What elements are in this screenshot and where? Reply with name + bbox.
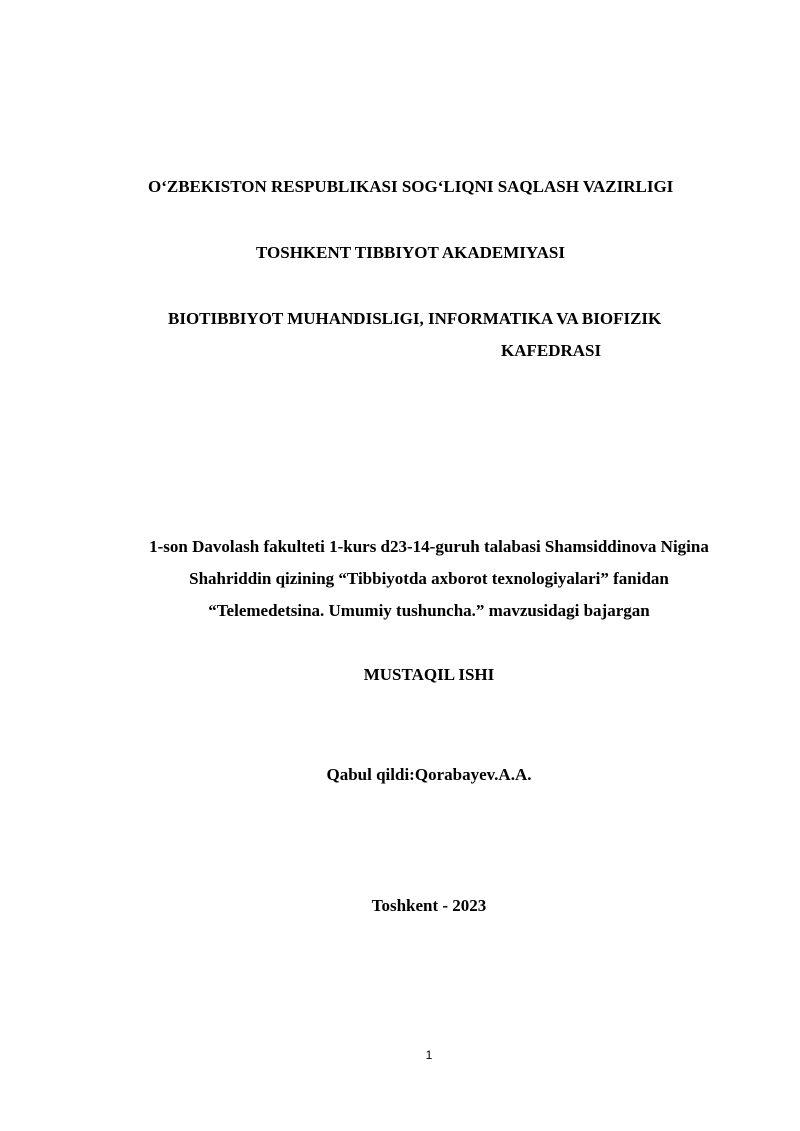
work-description-line1: 1-son Davolash fakulteti 1-kurs d23-14-guruh talabasi Shamsiddinova Nigina — [149, 537, 709, 556]
page-number: 1 — [425, 1048, 433, 1062]
ministry-name: O‘ZBEKISTON RESPUBLIKASI SOG‘LIQNI SAQLASH VAZIRLIGI — [148, 177, 674, 196]
work-type-title: MUSTAQIL ISHI — [363, 665, 495, 684]
accepted-by: Qabul qildi:Qorabayev.A.A. — [326, 765, 532, 784]
work-description-line2: Shahriddin qizining “Tibbiyotda axborot texnologiyalari” fanidan — [189, 569, 669, 588]
work-description-line3: “Telemedetsina. Umumiy tushuncha.” mavzusidagi bajargan — [208, 601, 650, 620]
city-year: Toshkent - 2023 — [371, 896, 487, 915]
department-name-line2: KAFEDRASI — [501, 341, 602, 360]
department-name-line1: BIOTIBBIYOT MUHANDISLIGI, INFORMATIKA VA BIOFIZIK — [168, 309, 662, 328]
academy-name: TOSHKENT TIBBIYOT AKADEMIYASI — [256, 243, 565, 262]
